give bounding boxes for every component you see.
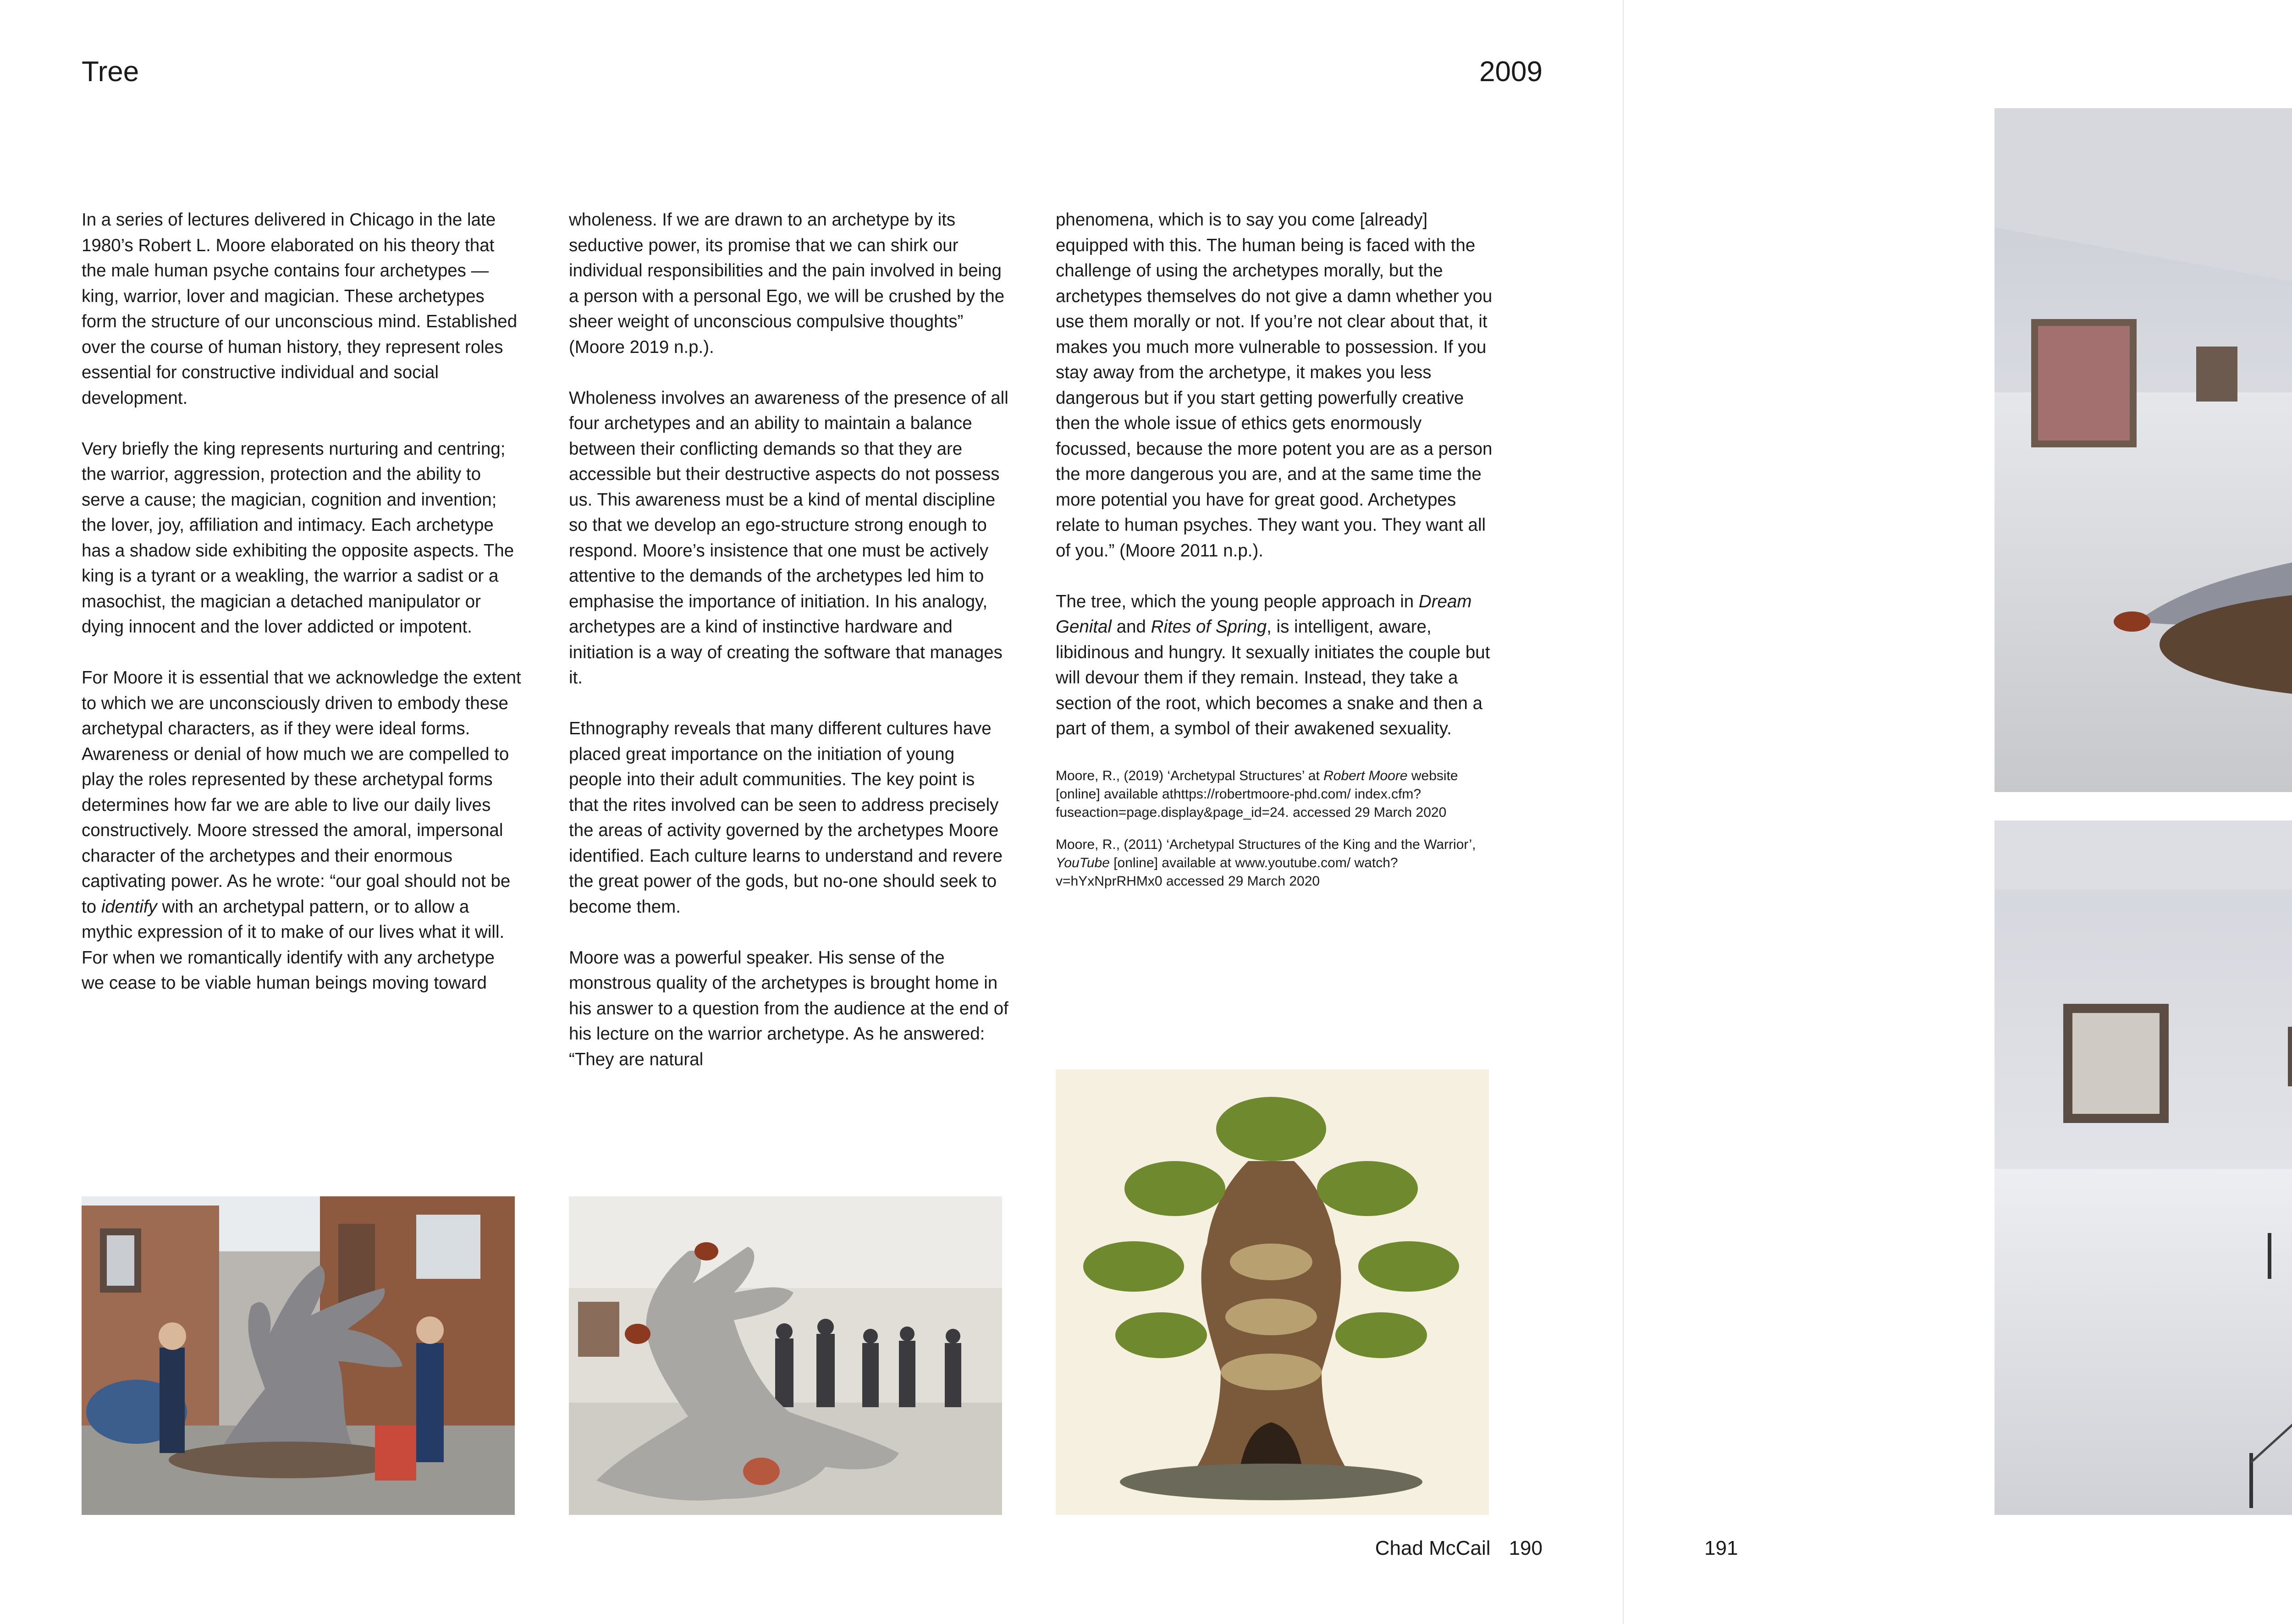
photo-tree-painting <box>1056 1069 1489 1515</box>
body-paragraph <box>569 716 1009 919</box>
text-segment: In a series of lectures delivered in Chicago in the late 1980’s Robert L. Moore elaborated on his theory that the male human psyche contains four archetypes — king, warrior, lover and magician. These archetypes form the structure of our unconscious mind. Established over the course of human history, they represent roles essential for constructive individual and social development. <box>82 210 518 408</box>
text-segment: [online] available at www.youtube.com/ watch?v=hYxNprRHMx0 accessed 29 March 2020 <box>1056 855 1398 889</box>
right-page <box>1624 0 2292 1624</box>
italic-text: identify <box>101 897 157 917</box>
text-segment: Moore, R., (2019) ‘Archetypal Structures’ at <box>1056 768 1324 783</box>
italic-text: Dream Genital <box>1056 591 1472 637</box>
author-name: Chad McCail <box>1375 1537 1491 1559</box>
text-segment: with an archetypal pattern, or to allow a mythic expression of it to make of our lives what it will. For when we romantically identify with any archetype we cease to be viable human beings moving toward <box>82 897 505 993</box>
text-segment: phenomena, which is to say you come [already] equipped with this. The human being is faced with the challenge of using the archetypes morally, but the archetypes themselves do not give a damn whether you use them morally or not. If you’re not clear about that, it makes you much more vulnerable to possession. If you stay away from the archetype, it makes you less dangerous but if you start getting powerfully creative then the whole issue of ethics gets enormously focussed, because the more potent you are as a person the more dangerous you are, and at the same time the more potential you have for great good. Archetypes relate to human psyches. They want you. They want all of you.” (Moore 2011 n.p.). <box>1056 210 1493 561</box>
body-paragraph <box>82 665 522 996</box>
body-paragraph <box>1056 207 1496 563</box>
text-segment: Ethnography reveals that many different cultures have placed great importance on the initiation of young people into their adult communities. The key point is that the rites involved can be seen to address precisely the areas of activity governed by the archetypes Moore identified. Each culture learns to understand and revere the great power of the gods, but no-one should seek to become them. <box>569 719 1003 917</box>
text-segment: For Moore it is essential that we acknowledge the extent to which we are unconsciously driven to embody these archetypal characters, as if they were ideal forms. Awareness or denial of how much we are compelled to play the roles represented by these archetypal forms determines how far we are able to live our daily lives constructively. Moore stressed the amoral, impersonal character of the archetypes and their enormous captivating power. As he wrote: “our goal should not be to <box>82 668 521 917</box>
reference-entry <box>1056 836 1496 891</box>
body-paragraph <box>569 385 1009 691</box>
body-paragraph <box>1056 589 1496 742</box>
italic-text: YouTube <box>1056 855 1110 870</box>
photo-sculpture-opening <box>569 1196 1002 1515</box>
italic-text: Rites of Spring <box>1151 617 1267 637</box>
references <box>1056 767 1496 891</box>
italic-text: Robert Moore <box>1323 768 1408 783</box>
text-segment: Wholeness involves an awareness of the presence of all four archetypes and an ability to maintain a balance between their conflicting demands so that they are accessible but their destructive aspects do not possess us. This awareness must be a kind of mental discipline so that we develop an ego-structure strong enough to respond. Moore’s insistence that one must be actively attentive to the demands of the archetypes led him to emphasise the importance of initiation. In his analogy, archetypes are a kind of instinctive hardware and initiation is a way of creating the software that manages it. <box>569 388 1008 688</box>
body-paragraph <box>82 436 522 640</box>
photo-tree-painting-image <box>1056 1069 1489 1515</box>
body-paragraph <box>569 945 1009 1073</box>
text-segment: Very briefly the king represents nurturing and centring; the warrior, aggression, protection and the ability to serve a cause; the magician, cognition and invention; the lover, joy, affiliation and intimacy. Each archetype has a shadow side exhibiting the opposite aspects. The king is a tyrant or a weakling, the warrior a sadist or a masochist, the magician a detached manipulator or dying innocent and the lover addicted or impotent. <box>82 439 514 637</box>
text-segment: and <box>1112 617 1151 637</box>
page-number-right: 191 <box>1704 1537 1738 1559</box>
reference-entry <box>1056 767 1496 822</box>
photo-gallery-installation-bottom-image <box>1994 820 2292 1515</box>
text-column-3 <box>1056 207 1496 904</box>
text-segment: Moore, R., (2011) ‘Archetypal Structures of the King and the Warrior’, <box>1056 837 1476 852</box>
body-paragraph <box>82 207 522 411</box>
page-number-left: 190 <box>1509 1537 1543 1559</box>
text-segment: Moore was a powerful speaker. His sense of the monstrous quality of the archetypes is brought home in his answer to a question from the audience at the end of his lecture on the warrior archetype. As he answered: “They are natural <box>569 947 1008 1069</box>
photo-gallery-installation-bottom <box>1994 820 2292 1515</box>
footer-left <box>1375 1536 1543 1561</box>
page-title: Tree <box>82 56 139 88</box>
text-segment: , is intelligent, aware, libidinous and hungry. It sexually initiates the couple but will devour them if they remain. Instead, they take a section of the root, which becomes a snake and then a part of them, a symbol of their awakened sexuality. <box>1056 617 1490 738</box>
text-column-3-body <box>1056 207 1496 742</box>
text-segment: The tree, which the young people approach in <box>1056 591 1419 611</box>
text-column-1 <box>82 207 522 1021</box>
text-column-2 <box>569 207 1009 1098</box>
photo-sculpture-workshop-image <box>82 1196 515 1515</box>
body-paragraph <box>569 207 1009 360</box>
text-segment: wholeness. If we are drawn to an archetype by its seductive power, its promise that we can shirk our individual responsibilities and the pain involved in being a person with a personal Ego, we will be crushed by the sheer weight of unconscious compulsive thoughts” (Moore 2019 n.p.). <box>569 210 1005 357</box>
photo-gallery-installation-top <box>1994 108 2292 792</box>
photo-gallery-installation-top-image <box>1994 108 2292 792</box>
page-year: 2009 <box>1479 56 1543 88</box>
photo-sculpture-opening-image <box>569 1196 1002 1515</box>
text-segment: website [online] available athttps://robertmoore-phd.com/ index.cfm?fuseaction=page.display&page_id=24. accessed 29 March 2020 <box>1056 768 1458 820</box>
photo-sculpture-workshop <box>82 1196 515 1515</box>
